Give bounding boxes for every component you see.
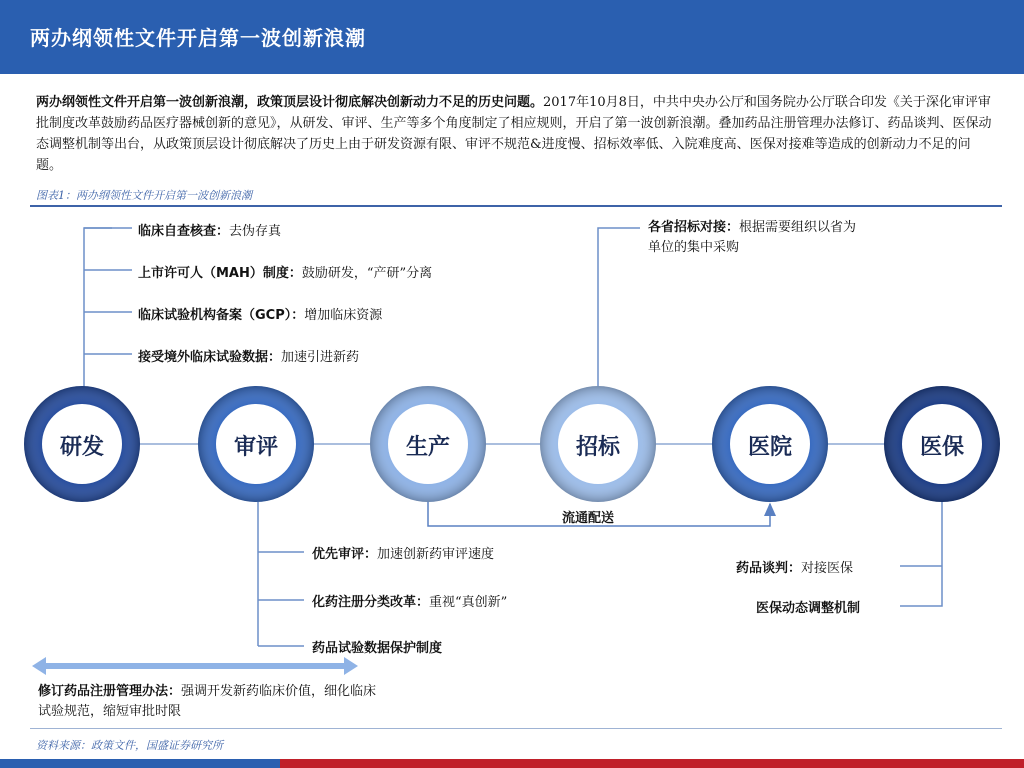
distribution-label: 流通配送 (562, 511, 615, 526)
double-arrow (32, 657, 358, 675)
revision-item: 修订药品注册管理办法：强调开发新药临床价值，细化临床试验规范，缩短审批时限 (38, 684, 377, 719)
insurance-bracket (900, 500, 942, 606)
review-item-2: 化药注册分类改革：重视“真创新” (312, 595, 508, 610)
rd-item-3: 临床试验机构备案（GCP）：增加临床资源 (138, 308, 383, 323)
intro-body: 2017年10月8日，中共中央办公厅和国务院办公厅联合印发《关于深化审评审批制度改革鼓励药品医疗器械创新的意见》，从研发、审评、生产等多个角度制定了相应规则，开启了第一波创新浪潮。叠加药品注册管理办法修订、药品谈判、医保动态调整机制等出台，从政策顶层设计彻底解决了历史上由于研发资源有限、审评不规范&进度慢、招标效率低、入院难度高、医保对接难等造成的创新动力不足的问题。 (36, 95, 992, 173)
node-insurance-label: 医保 (919, 434, 964, 460)
footer-stripe-red (280, 759, 1024, 768)
rd-bracket (84, 228, 112, 400)
node-rd-label: 研发 (59, 434, 104, 460)
source-rule (30, 728, 1002, 729)
node-review-label: 审评 (233, 434, 278, 460)
insurance-item-1: 药品谈判：对接医保 (736, 561, 854, 576)
footer-stripe-blue (0, 759, 280, 768)
tender-item: 各省招标对接：根据需要组织以省为单位的集中采购 (648, 220, 857, 255)
tender-bracket (598, 228, 640, 390)
insurance-item-2: 医保动态调整机制 (756, 601, 861, 616)
review-item-3: 药品试验数据保护制度 (312, 641, 443, 656)
page-title: 两办纲领性文件开启第一波创新浪潮 (30, 26, 366, 50)
rd-item-1: 临床自查核查：去伪存真 (138, 224, 282, 239)
figure-caption: 图表1：两办纲领性文件开启第一波创新浪潮 (36, 189, 252, 202)
review-item-1: 优先审评：加速创新药审评速度 (312, 547, 495, 562)
source-note: 资料来源：政策文件，国盛证券研究所 (36, 739, 223, 752)
rd-item-4: 接受境外临床试验数据：加速引进新药 (138, 350, 360, 365)
node-production-label: 生产 (405, 434, 450, 460)
node-hospital-label: 医院 (747, 434, 792, 460)
node-tender-label: 招标 (575, 434, 620, 460)
intro-lead: 两办纲领性文件开启第一波创新浪潮，政策顶层设计彻底解决创新动力不足的历史问题。 (36, 95, 544, 110)
rd-item-2: 上市许可人（MAH）制度：鼓励研发，“产研”分离 (138, 266, 433, 281)
